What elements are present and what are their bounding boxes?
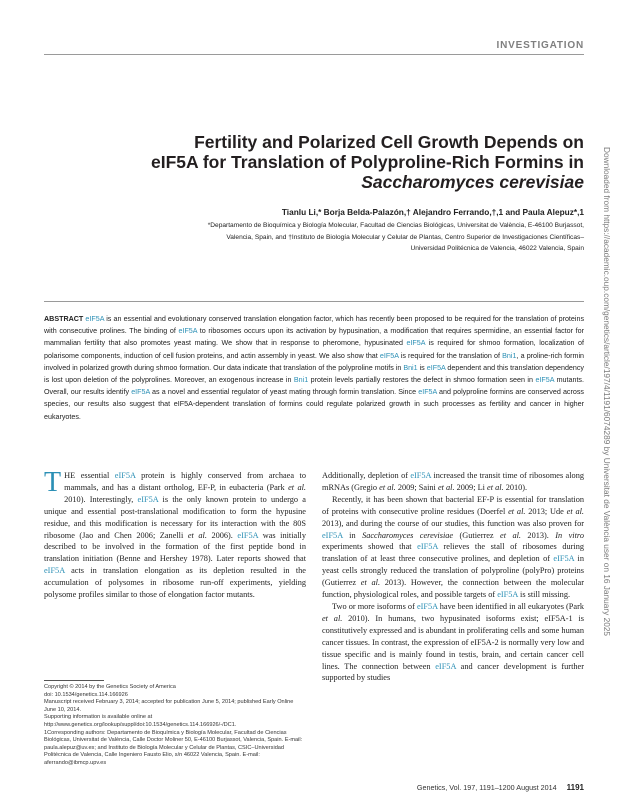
text-run: , a proline-rich formin involved in polarized growth during shmoo formation. Our data indicate that translation of the polyproline motifs in: [44, 351, 584, 372]
text-run: have been identified in all eukaryotes (Park: [437, 601, 584, 611]
italic-text: et al.: [437, 482, 455, 492]
gene-link[interactable]: eIF5A: [322, 530, 343, 540]
gene-link[interactable]: eIF5A: [535, 376, 555, 385]
gene-link[interactable]: eIF5A: [406, 339, 426, 348]
italic-text: et al.: [322, 613, 343, 623]
gene-link[interactable]: eIF5A: [417, 542, 438, 552]
italic-text: et al.: [288, 482, 306, 492]
body-column-right: [322, 470, 584, 684]
gene-link[interactable]: eIF5A: [131, 388, 150, 397]
text-run: protein is highly conserved from archaea to mammals, and has a distant ortholog, EF-P, in eubacteria (Park: [64, 471, 306, 492]
drop-cap: T: [44, 467, 62, 498]
gene-link[interactable]: eIF5A: [418, 388, 437, 397]
footnotes: [44, 680, 306, 768]
abstract: [44, 313, 584, 423]
text-run: as a novel and essential regulator of yeast mating through formin translation. Since: [149, 388, 419, 397]
species-name: Saccharomyces cerevisiae: [361, 172, 584, 192]
gene-link[interactable]: Bni1: [403, 363, 418, 372]
gene-link[interactable]: eIF5A: [237, 530, 259, 540]
footnote-rule: [44, 680, 104, 681]
gene-link[interactable]: eIF5A: [416, 601, 438, 611]
text-run: and cancer development is further supported by studies: [322, 661, 584, 683]
text-run: Recently, it has been shown that bacterial EF-P is essential for translation of proteins with consecutive proline residues (Doerfel: [322, 494, 584, 516]
italic-text: Saccharomyces cerevisiae: [362, 530, 454, 540]
text-run: 2009; Li: [454, 482, 488, 492]
text-run: in yeast cells strongly reduced the translation of polyproline (polyPro) proteins (Gutierrez: [322, 554, 585, 588]
gene-link[interactable]: eIF5A: [497, 590, 518, 600]
text-run: increased the transit time of ribosomes along mRNAs (Gregio: [322, 471, 584, 492]
page-number: 1191: [566, 783, 584, 792]
abstract-label: ABSTRACT: [44, 315, 84, 323]
text-run: is still missing.: [517, 590, 571, 600]
text-run: is the only known protein to undergo a unique and essential post-translational modification to form the hypusine residue, and this modification is necessary for its interaction with the 80S ribosome (Jao and Chen 2006; Zanelli: [44, 494, 306, 540]
journal-footer: [417, 783, 584, 792]
body-paragraph: [322, 494, 584, 601]
italic-text: In vitro: [555, 530, 584, 540]
text-run: 2009; Saini: [395, 482, 438, 492]
gene-link[interactable]: eIF5A: [137, 494, 159, 504]
corresponding-authors-note: 1Corresponding authors: Departamento de Bioquímica y Biología Molecular, Facultad de Ciencias Biológicas, Universitat de València, Calle Doctor Moliner 50, E-46100 Burjassot, Valencia, Spain. E-mail: paula.alepuz@uv.es; and Instituto de Biología Molecular y Celular de Plantas, CSIC–Universidad Politécnica de Valencia, Calle Ingeniero Fausto Elio, s/n 46022 Valencia, Spain. E-mail: aferrando@ibmcp.upv.es: [44, 729, 303, 766]
text-run: Two or more isoforms of: [332, 601, 417, 611]
supporting-info-note: Supporting information is available online at http://www.genetics.org/lookup/suppl/doi:10.1534/genetics.114.166926/-/DC1.: [44, 714, 237, 728]
text-run: HE essential: [64, 471, 115, 480]
title-line-1: Fertility and Polarized Cell Growth Depends on: [194, 132, 584, 152]
text-run: acts in translation elongation as its depletion resulted in the accumulation of polysomes in ribosome run-off experiments, yielding polysome profiles similar to those of elongation factor mutants.: [44, 566, 306, 600]
header-rule: [44, 54, 584, 55]
gene-link[interactable]: eIF5A: [435, 661, 456, 671]
text-run: 2013), and during the course of our studies, this function was also proven for: [322, 518, 584, 528]
author-list: Tianlu Li,* Borja Belda-Palazón,† Alejandro Ferrando,†,1 and Paula Alepuz*,1: [281, 207, 584, 217]
italic-text: et al.: [500, 530, 521, 540]
body-paragraph: [322, 470, 584, 494]
text-run: 2010). Interestingly,: [64, 494, 138, 504]
text-run: was initially described to be involved in the formation of the first peptide bond in translation initiation (Benne and Hershey 1978). Later reports showed that: [44, 530, 306, 564]
gene-link[interactable]: Bni1: [502, 351, 517, 360]
affiliation-line-1: *Departamento de Bioquímica y Biología Molecular, Facultad de Ciencias Biológicas, Universitat de València, E-46100 Burjassot,: [207, 222, 584, 229]
text-run: 2010).: [503, 482, 528, 492]
text-run: to ribosomes occurs upon its activation by hypusination, a modification that requires spermidine, an essential factor for mammalian fertility that also promotes yeast mating. We show that in response to pheromone, hypusinated: [44, 327, 584, 348]
gene-link[interactable]: eIF5A: [426, 363, 446, 372]
affiliation-line-2: Valencia, Spain, and †Instituto de Biología Molecular y Celular de Plantas, Centro Superior de Investigaciones Científicas–: [226, 233, 584, 241]
affiliation-line-3: Universidad Politécnica de Valencia, 46022 Valencia, Spain: [410, 245, 584, 253]
gene-link[interactable]: eIF5A: [114, 471, 136, 480]
italic-text: et al.: [566, 506, 584, 516]
gene-link[interactable]: eIF5A: [379, 351, 399, 360]
abstract-body: [44, 315, 584, 421]
italic-text: et al.: [360, 578, 381, 588]
text-run: and polyproline formins are conserved across species, our results also suggest that eIF5A-dependent translation of formins could regulate polarized growth in such processes as fertility and cancer in higher eukaryotes.: [44, 388, 584, 421]
text-run: is required for shmoo formation, localization of polarisome components, induction of cell fusion proteins, and actin assembly in yeast. We also show that: [44, 339, 585, 360]
italic-text: et al.: [487, 482, 504, 492]
text-run: 2013). However, the connection between the molecular function, physiological roles, and possible targets of: [322, 578, 584, 600]
text-run: 2013; Ude: [525, 506, 567, 516]
gene-link[interactable]: eIF5A: [410, 471, 432, 480]
section-label: INVESTIGATION: [496, 40, 584, 51]
text-run: 2010). In humans, two hypusinated isoforms exist; eIF5A-1 is constitutively expressed and is abundant in proliferating cells and some human cancer tissues. In contrast, the expression of eIF5A-2 is normally very low and tissue specific and is mainly found in testis, brain, and certain cancer cell lines. The connection between: [322, 613, 584, 671]
body-paragraph: [322, 601, 584, 684]
left-paragraphs: [44, 467, 306, 601]
journal-citation: Genetics, Vol. 197, 1191–1200 August 2014: [416, 783, 557, 792]
gene-link[interactable]: eIF5A: [178, 327, 198, 336]
text-run: experiments showed that: [322, 542, 418, 552]
title-line-3: [104, 172, 584, 192]
text-run: 2013).: [521, 530, 556, 540]
gene-link[interactable]: eIF5A: [85, 315, 105, 323]
italic-text: et al.: [187, 530, 207, 540]
copyright-note: Copyright © 2014 by the Genetics Society of America: [44, 684, 176, 690]
doi-note: doi: 10.1534/genetics.114.166926: [44, 691, 128, 698]
gene-link[interactable]: eIF5A: [553, 554, 575, 564]
text-run: is: [417, 363, 427, 372]
body-column-left: [44, 467, 306, 601]
text-run: mutants. Overall, our results identify: [44, 376, 584, 397]
gene-link[interactable]: eIF5A: [44, 566, 65, 576]
text-run: is an essential and evolutionary conserved translation elongation factor, which has recently been proposed to be required for the translation of proteins with consecutive prolines. The binding of: [44, 315, 585, 336]
gene-link[interactable]: Bni1: [293, 376, 309, 385]
article-title: [104, 132, 584, 192]
italic-text: et al.: [508, 506, 526, 516]
text-run: is required for the translation of: [398, 351, 503, 360]
right-paragraphs: [322, 470, 584, 684]
body-paragraph: [44, 467, 306, 601]
text-run: relieves the stall of ribosomes during translation of at least three consecutive prolines, and depletion of: [322, 542, 585, 564]
text-run: Additionally, depletion of: [322, 471, 411, 480]
italic-text: et al.: [379, 482, 396, 492]
text-run: dependent and this translation dependency is lost upon deletion of the polyprolines. Moreover, an exogenous increase in: [44, 363, 585, 385]
abstract-rule: [44, 301, 584, 302]
manuscript-dates-note: Manuscript received February 3, 2014; accepted for publication June 5, 2014; published Early Online June 10, 2014.: [44, 699, 294, 713]
text-run: (Gutierrez: [453, 530, 501, 540]
affiliations: [64, 220, 584, 255]
text-run: 2006).: [206, 530, 238, 540]
title-line-2: eIF5A for Translation of Polyproline-Rich Formins in: [150, 152, 584, 172]
text-run: in: [342, 530, 363, 540]
text-run: protein levels partially restores the defect in shmoo formation seen in: [308, 376, 536, 385]
